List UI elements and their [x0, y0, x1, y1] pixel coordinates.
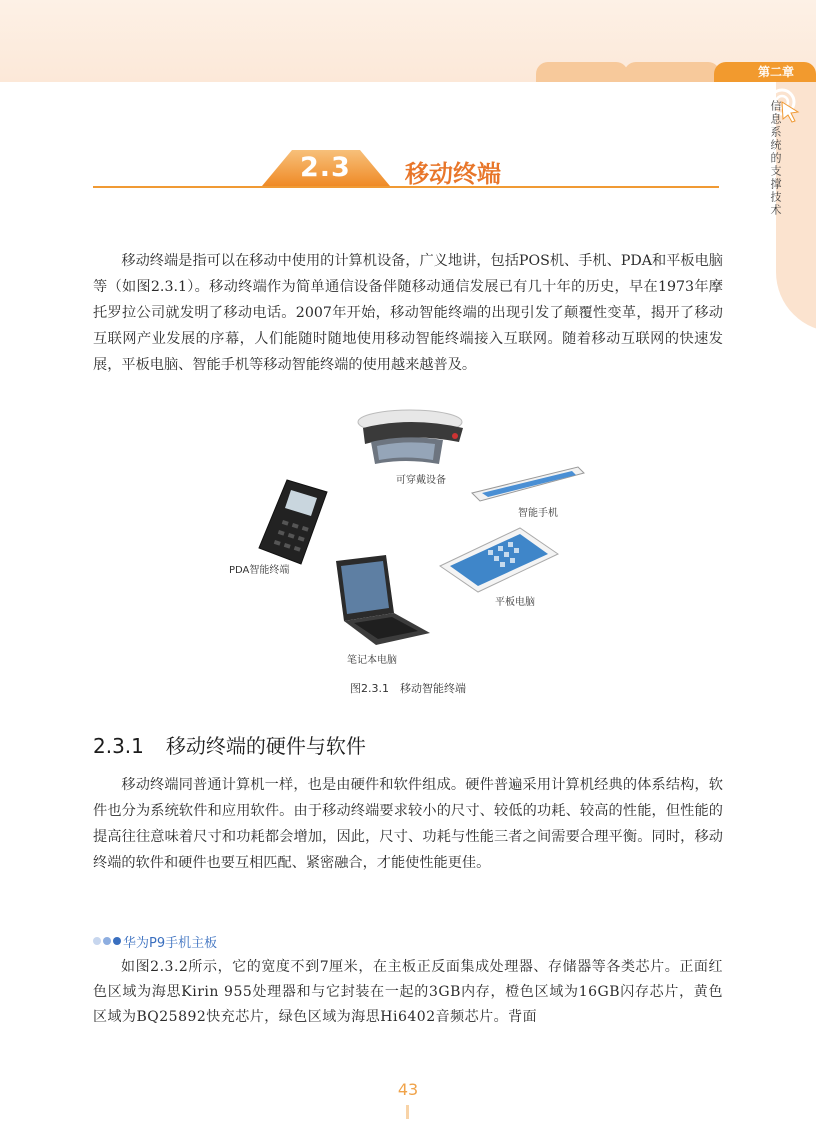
- label-wearable: 可穿戴设备: [396, 475, 446, 486]
- chapter-tab: [536, 62, 628, 82]
- laptop-image: [330, 553, 435, 648]
- section-number: 2.3: [300, 152, 351, 183]
- pda-terminal-image: [255, 476, 335, 566]
- figure-caption: 图2.3.1 移动智能终端: [350, 682, 466, 695]
- case-heading: [93, 932, 217, 951]
- label-tablet: 平板电脑: [495, 597, 535, 608]
- side-chapter-title: 信息系统的支撑技术: [769, 100, 782, 217]
- section-title: 移动终端: [405, 160, 501, 188]
- case-paragraph: 如图2.3.2所示，它的宽度不到7厘米，在主板正反面集成处理器、存储器等各类芯片。正面红色区域为海思Kirin 955处理器和与它封装在一起的3GB内存，橙色区域为16GB闪存芯片，黄色区域为BQ25892快充芯片，绿色区域为海思Hi6402音频芯片。背面: [93, 959, 723, 1025]
- page-number-marker: [406, 1105, 409, 1119]
- label-laptop: 笔记本电脑: [347, 655, 397, 666]
- label-smartphone: 智能手机: [518, 508, 558, 519]
- tablet-image: [438, 526, 560, 594]
- chapter-label: 第二章: [757, 65, 794, 79]
- subsection-paragraph: 移动终端同普通计算机一样，也是由硬件和软件组成。硬件普遍采用计算机经典的体系结构，软件也分为系统软件和应用软件。由于移动终端要求较小的尺寸、较低的功耗、较高的性能，但性能的提高往往意味着尺寸和功耗都会增加，因此，尺寸、功耗与性能三者之间需要合理平衡。同时，移动终端的软件和硬件也要互相匹配、紧密融合，才能使性能更佳。: [93, 777, 723, 871]
- chapter-tab: [624, 62, 720, 82]
- figure-mobile-terminals: [200, 408, 620, 668]
- label-pda: PDA智能终端: [229, 565, 290, 576]
- case-title: 华为P9手机主板: [123, 936, 218, 951]
- subsection-heading: [93, 730, 366, 759]
- subsection-title: 移动终端的硬件与软件: [165, 734, 366, 758]
- wearable-device-image: [355, 408, 470, 470]
- bullet-dots-icon: [93, 934, 123, 949]
- smartphone-image: [468, 463, 588, 503]
- subsection-number: 2.3.1: [93, 734, 144, 758]
- intro-paragraph: 移动终端是指可以在移动中使用的计算机设备，广义地讲，包括POS机、手机、PDA和平板电脑等（如图2.3.1）。移动终端作为简单通信设备伴随移动通信发展已有几十年的历史，早在1973年摩托罗拉公司就发明了移动电话。2007年开始，移动智能终端的出现引发了颠覆性变革，揭开了移动互联网产业发展的序幕，人们能随时随地使用移动智能终端接入互联网。随着移动互联网的快速发展，平板电脑、智能手机等移动智能终端的使用越来越普及。: [93, 253, 723, 373]
- page-number: 43: [397, 1080, 419, 1099]
